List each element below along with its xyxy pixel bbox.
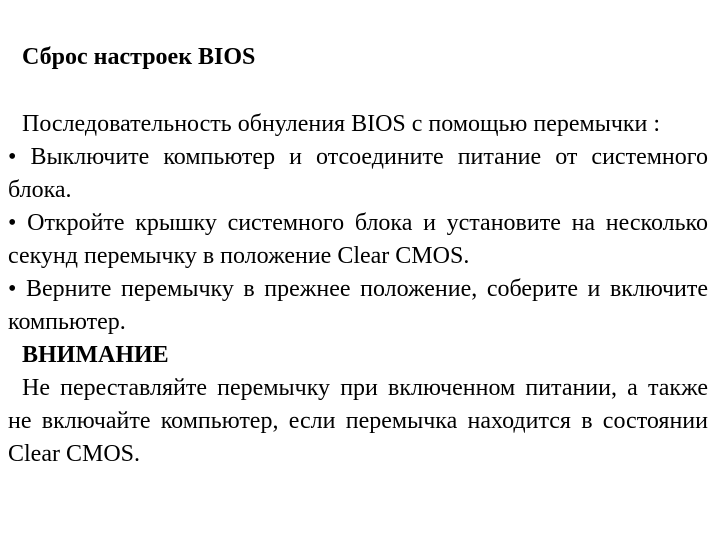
bullet-icon: • xyxy=(8,276,17,302)
step-text: Выключите компьютер и отсоедините питание от системного блока. xyxy=(8,144,709,203)
intro-paragraph: Последовательность обнуления BIOS с помощью перемычки : xyxy=(22,111,661,137)
bullet-icon: • xyxy=(8,144,17,170)
step-text: Верните перемычку в прежнее положение, соберите и включите компьютер. xyxy=(8,276,708,335)
step-item xyxy=(8,273,708,339)
slide-body xyxy=(8,108,708,471)
step-text: Откройте крышку системного блока и установите на несколько секунд перемычку в положение Clear CMOS. xyxy=(8,210,708,269)
step-item xyxy=(8,141,708,207)
slide-title: Сброс настроек BIOS xyxy=(22,44,256,70)
warning-text: Не переставляйте перемычку при включенном питании, а также не включайте компьютер, если перемычка находится в состоянии Clear CMOS. xyxy=(8,375,708,467)
step-item xyxy=(8,207,708,273)
warning-title: ВНИМАНИЕ xyxy=(22,342,169,368)
bullet-icon: • xyxy=(8,210,17,236)
